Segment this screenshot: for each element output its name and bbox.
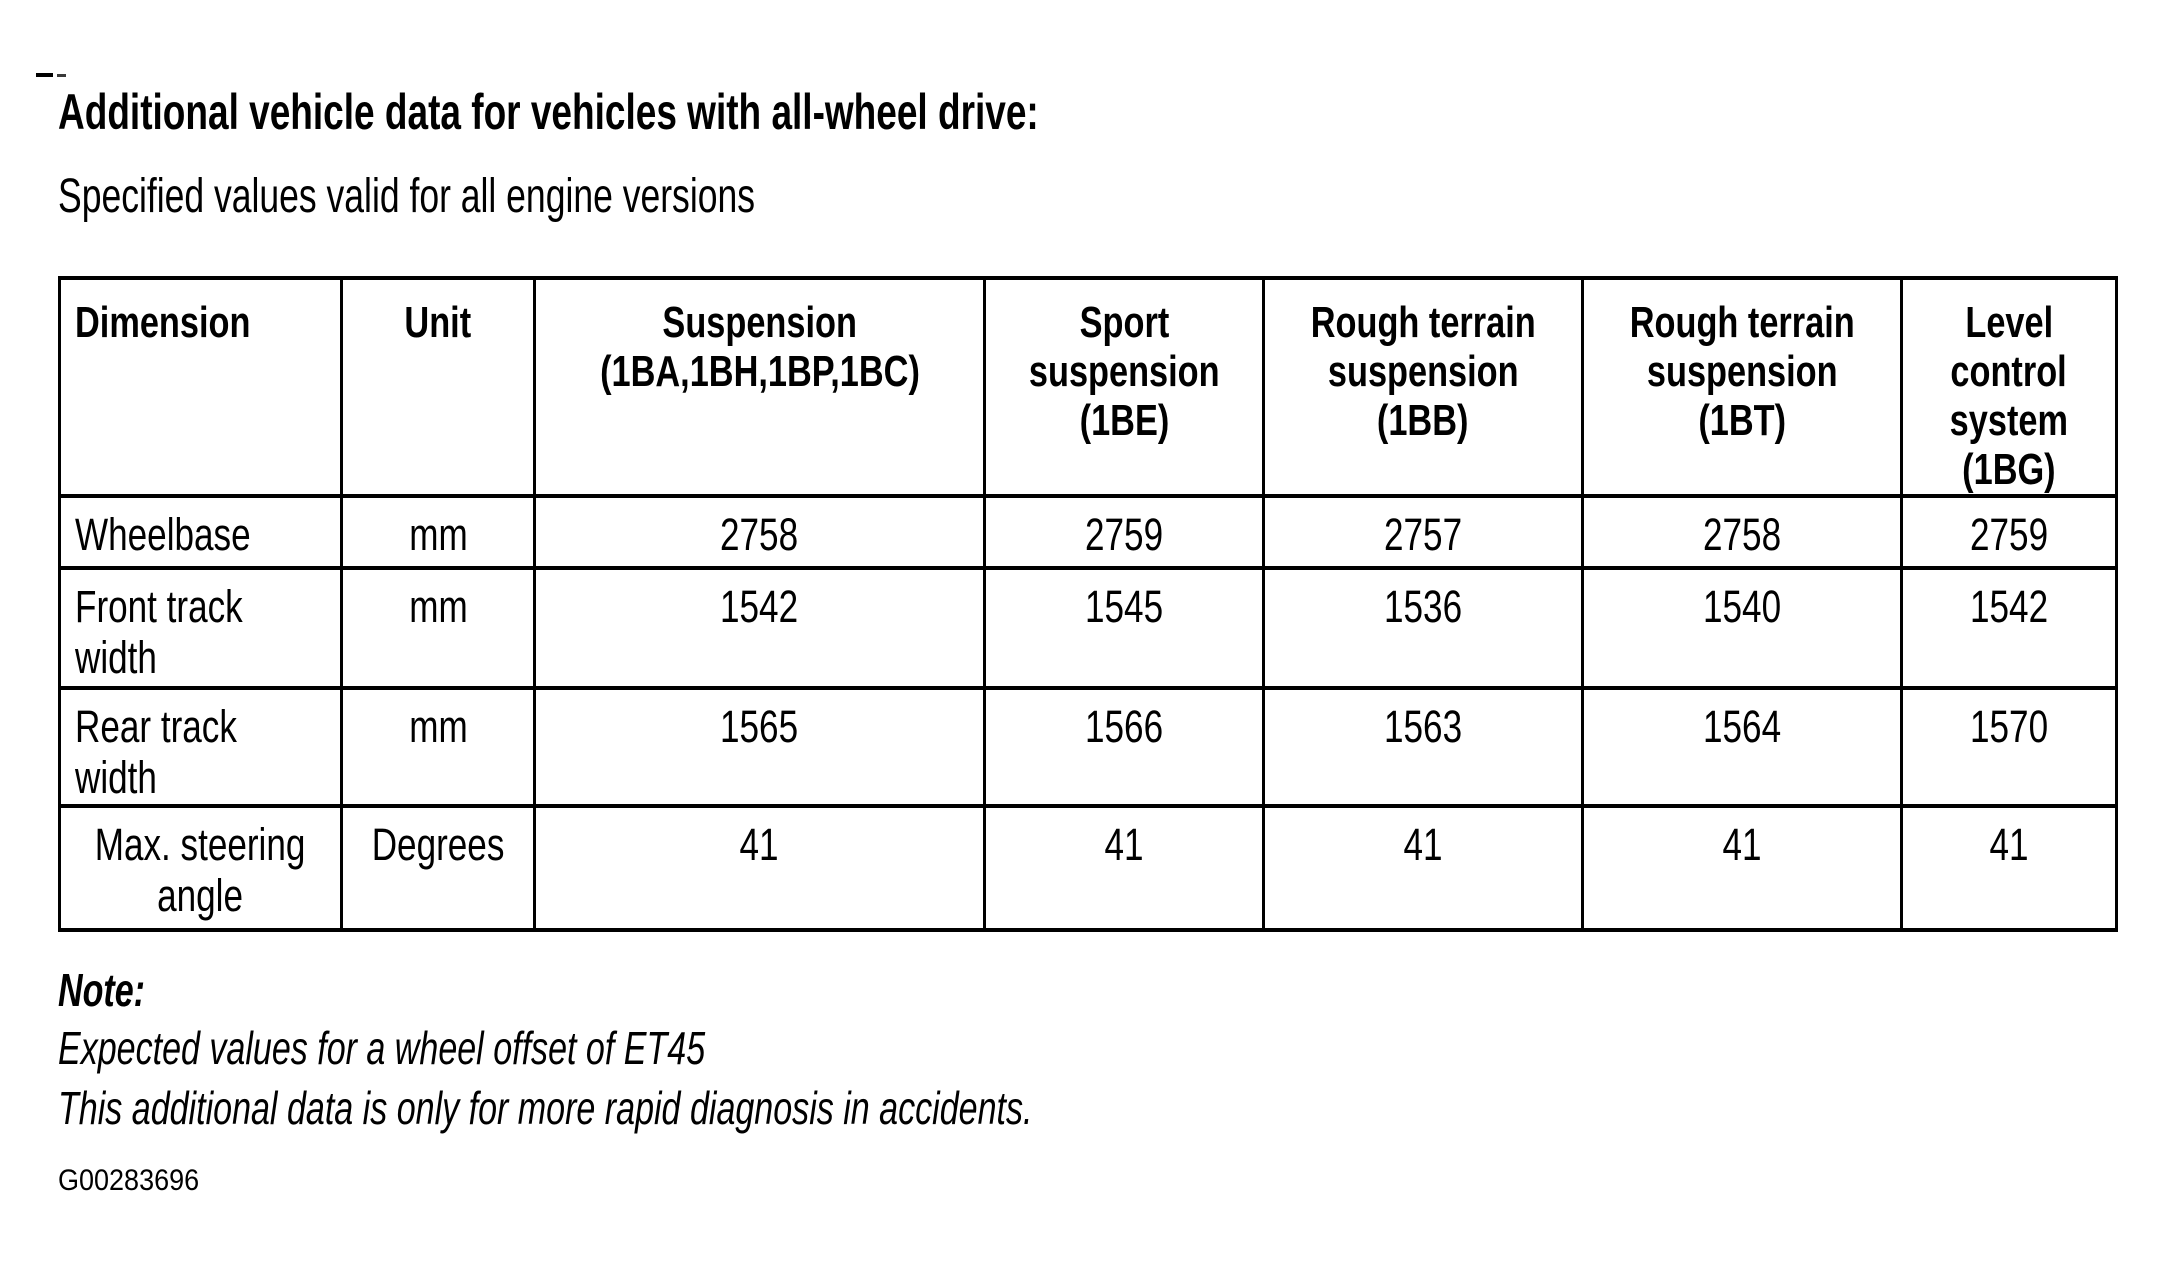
value-cell: 41 bbox=[1264, 806, 1583, 930]
table-row-steering-angle bbox=[60, 806, 2117, 930]
value-cell: 1542 bbox=[1902, 568, 2117, 688]
value-cell: 41 bbox=[1902, 806, 2117, 930]
value-cell: 1570 bbox=[1902, 688, 2117, 806]
value-cell: 2759 bbox=[985, 496, 1264, 568]
value-cell: 41 bbox=[1583, 806, 1902, 930]
table-row-rear-track bbox=[60, 688, 2117, 806]
unit-cell: mm bbox=[342, 496, 535, 568]
dimension-cell: Wheelbase bbox=[60, 496, 342, 568]
unit-cell: mm bbox=[342, 568, 535, 688]
value-cell: 1564 bbox=[1583, 688, 1902, 806]
value-cell: 1540 bbox=[1583, 568, 1902, 688]
vehicle-data-table bbox=[58, 276, 2118, 932]
value-cell: 2759 bbox=[1902, 496, 2117, 568]
header-cell-dimension: Dimension bbox=[60, 278, 342, 496]
value-cell: 1542 bbox=[535, 568, 985, 688]
header-cell-suspension: Suspension (1BA,1BH,1BP,1BC) bbox=[535, 278, 985, 496]
value-cell: 1563 bbox=[1264, 688, 1583, 806]
header-cell-level-control: Level control system (1BG) bbox=[1902, 278, 2117, 496]
note-line-diagnosis: This additional data is only for more rapid diagnosis in accidents. bbox=[58, 1082, 1033, 1134]
header-cell-rough-terrain-1bt: Rough terrain suspension (1BT) bbox=[1583, 278, 1902, 496]
subtitle-text: Specified values valid for all engine versions bbox=[58, 170, 755, 223]
dimension-cell: Front track width bbox=[60, 568, 342, 688]
table-header-row bbox=[60, 278, 2117, 496]
value-cell: 2758 bbox=[535, 496, 985, 568]
note-heading: Note: bbox=[58, 964, 145, 1016]
dimension-cell: Rear track width bbox=[60, 688, 342, 806]
value-cell: 41 bbox=[985, 806, 1264, 930]
table-row-front-track bbox=[60, 568, 2117, 688]
scan-artifact-dash-short bbox=[57, 74, 66, 77]
unit-cell: Degrees bbox=[342, 806, 535, 930]
header-cell-unit: Unit bbox=[342, 278, 535, 496]
value-cell: 41 bbox=[535, 806, 985, 930]
value-cell: 1566 bbox=[985, 688, 1264, 806]
value-cell: 1565 bbox=[535, 688, 985, 806]
value-cell: 2758 bbox=[1583, 496, 1902, 568]
subtitle bbox=[58, 170, 1000, 224]
header-cell-rough-terrain-1bb: Rough terrain suspension (1BB) bbox=[1264, 278, 1583, 496]
value-cell: 1545 bbox=[985, 568, 1264, 688]
page-title bbox=[58, 84, 1383, 140]
page-title-text: Additional vehicle data for vehicles with all-wheel drive: bbox=[58, 84, 1039, 140]
table-row-wheelbase bbox=[60, 496, 2117, 568]
value-cell: 1536 bbox=[1264, 568, 1583, 688]
figure-code: G00283696 bbox=[58, 1164, 200, 1197]
note-line-wheel-offset: Expected values for a wheel offset of ET45 bbox=[58, 1022, 706, 1074]
unit-cell: mm bbox=[342, 688, 535, 806]
dimension-cell: Max. steering angle bbox=[60, 806, 342, 930]
header-cell-sport-suspension: Sport suspension (1BE) bbox=[985, 278, 1264, 496]
scan-artifact-dash bbox=[36, 73, 68, 82]
scan-artifact-dash-long bbox=[36, 73, 53, 77]
value-cell: 2757 bbox=[1264, 496, 1583, 568]
